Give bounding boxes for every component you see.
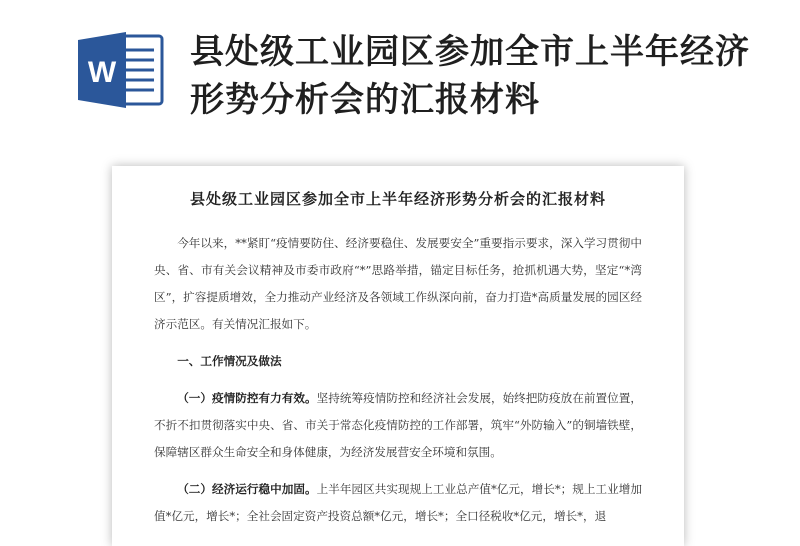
header [0,0,800,160]
word-icon-letter: W [87,56,117,89]
item-text-2: 上半年园区共实现规上工业总产值*亿元，增长*；规上工业增加值*亿元，增长*；全社会固定资产投资总额*亿元，增长*；全口径税收*亿元，增长*，退 [154,482,642,523]
section-heading: 一、工作情况及做法 [177,354,282,368]
item-paragraph-2 [154,476,642,530]
item-lead-2: （二）经济运行稳中加固。 [177,482,317,496]
document-page [112,166,684,546]
document-title: 县处级工业园区参加全市上半年经济形势分析会的汇报材料 [189,190,606,208]
header-title: 县处级工业园区参加全市上半年经济形势分析会的汇报材料 [190,32,750,120]
word-document-icon [76,30,164,110]
item-text-1: 坚持统筹疫情防控和经济社会发展，始终把防疫放在前置位置，不折不扣贯彻落实中央、省、市关于常态化疫情防控的工作部署，筑牢“外防输入”的铜墙铁壁，保障辖区群众生命安全和身体健康，为经济发展营安全环境和氛围。 [154,391,642,459]
document-body [154,230,642,540]
item-paragraph-1 [154,385,642,466]
intro-paragraph: 今年以来，**紧盯“疫情要防住、经济要稳住、发展要安全”重要指示要求，深入学习贯彻中央、省、市有关会议精神及市委市政府“*”思路举措，锚定目标任务，抢抓机遇大势，坚定“*湾区”，扩容提质增效，全力推动产业经济及各领域工作纵深向前，奋力打造*高质量发展的园区经济示范区。有关情况汇报如下。 [154,236,642,331]
item-lead-1: （一）疫情防控有力有效。 [177,391,317,405]
